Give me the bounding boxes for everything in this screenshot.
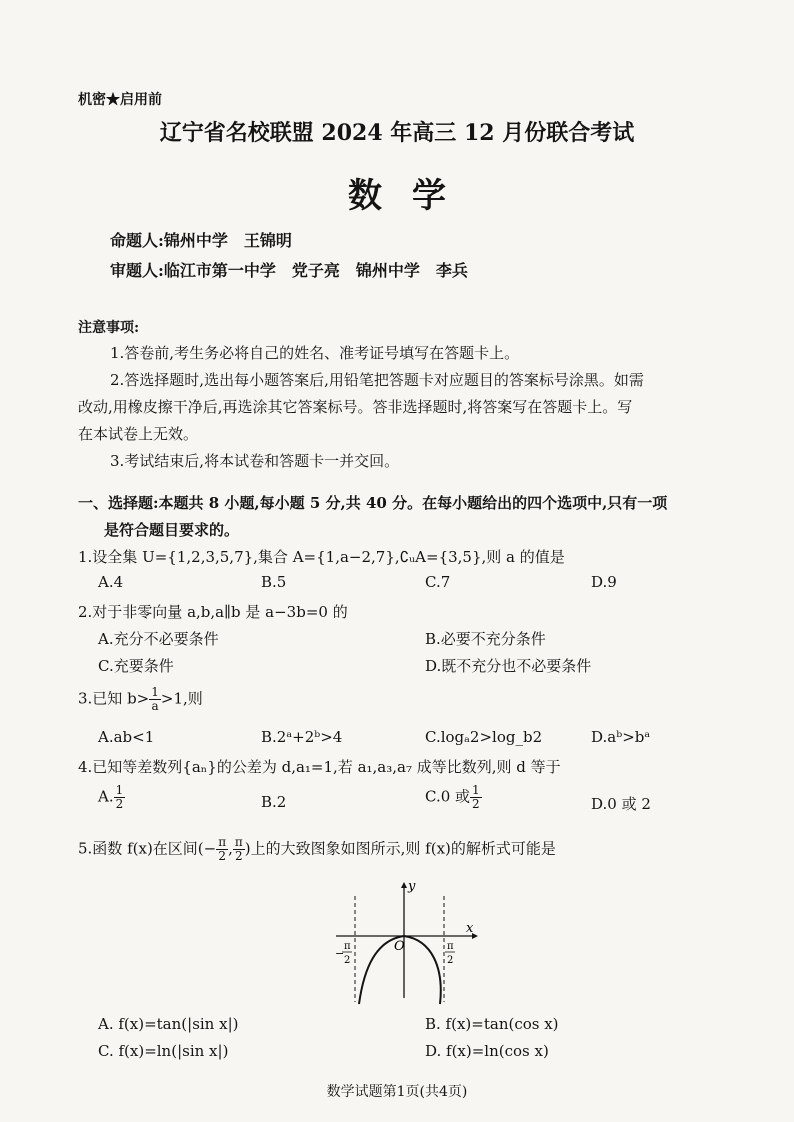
fraction-numerator: π [234,835,243,849]
question-5-option-d: D. f(x)=ln(cos x) [425,1042,549,1060]
question-2-option-d: D.既不充分也不必要条件 [425,657,592,675]
option-a-prefix: A. [98,787,114,806]
fraction-denominator: 2 [235,849,243,863]
question-3-option-a: A.ab<1 [98,728,155,746]
question-5-stem-suffix: )上的大致图象如图所示,则 f(x)的解析式可能是 [244,839,556,858]
question-4-stem: 4.已知等差数列{aₙ}的公差为 d,a₁=1,若 a₁,a₃,a₇ 成等比数列,则 d 等于 [78,758,561,776]
question-2-option-b: B.必要不充分条件 [425,630,546,648]
page-footer: 数学试题第1页(共4页) [326,1084,468,1100]
question-1-option-c: C.7 [425,573,451,591]
question-3-option-d: D.aᵇ>bᵃ [591,728,651,746]
fraction-denominator: a [151,699,159,713]
exam-title: 辽宁省名校联盟 2024 年高三 12 月份联合考试 [159,120,635,146]
y-axis-arrow-icon [401,882,407,888]
question-1-option-b: B.5 [261,573,287,591]
question-2-stem: 2.对于非零向量 a,b,a∥b 是 a−3b=0 的 [78,603,348,621]
question-1-stem: 1.设全集 U={1,2,3,5,7},集合 A={1,a−2,7},∁ᵤA={3,5},则 a 的值是 [78,548,565,566]
right-tick-numerator: π [447,941,454,952]
y-axis-label: y [408,879,416,894]
left-tick-numerator: π [344,941,351,952]
question-3-option-c: C.logₐ2>log_b2 [425,728,543,746]
question-5-stem-prefix: 5.函数 f(x)在区间(− [78,839,217,858]
note-2-line-2: 改动,用橡皮擦干净后,再选涂其它答案标号。答非选择题时,将答案写在答题卡上。写 [78,398,633,416]
question-4-option-c [425,784,482,811]
note-2-line-1: 2.答选择题时,选出每小题答案后,用铅笔把答题卡对应题目的答案标号涂黑。如需 [110,371,644,389]
option-a-fraction [114,784,126,811]
question-3-stem-suffix: >1,则 [160,689,203,708]
subject-title: 数学 [348,176,476,216]
confidential-label: 机密★启用前 [78,92,162,108]
left-tick-sign: − [335,947,345,960]
question-5-function-graph [332,878,482,1008]
question-1-option-d: D.9 [591,573,617,591]
question-1-option-a: A.4 [98,573,124,591]
question-5-option-a: A. f(x)=tan(|sin x|) [98,1015,239,1033]
question-5-stem-comma: , [228,839,233,858]
fraction-numerator: π [218,835,227,849]
question-4-option-d: D.0 或 2 [591,795,651,813]
question-2-option-c: C.充要条件 [98,657,174,675]
option-c-fraction [470,784,482,811]
fraction-denominator: 2 [218,849,226,863]
note-3: 3.考试结束后,将本试卷和答题卡一并交回。 [110,452,400,470]
x-axis-label: x [466,921,474,936]
composer-line: 命题人:锦州中学 王锦明 [110,231,292,250]
origin-label: O [394,939,405,954]
question-2-option-a: A.充分不必要条件 [98,630,219,648]
question-5-option-c: C. f(x)=ln(|sin x|) [98,1042,229,1060]
interval-fraction-right [233,836,245,863]
right-tick-denominator: 2 [447,955,454,966]
left-tick-denominator: 2 [344,955,351,966]
fraction-denominator: 2 [115,797,124,811]
question-3-option-b: B.2ᵃ+2ᵇ>4 [261,728,343,746]
fraction-numerator: 1 [151,685,159,699]
question-4-option-b: B.2 [261,793,287,811]
question-5-stem [78,836,556,863]
fraction-denominator: 2 [472,797,480,811]
fraction-numerator: 1 [115,783,124,797]
reviewer-line: 审题人:临江市第一中学 党子亮 锦州中学 李兵 [110,261,468,280]
question-3-stem [78,686,203,713]
question-3-fraction [149,686,161,713]
section-1-instructions-line-1: 一、选择题:本题共 8 小题,每小题 5 分,共 40 分。在每小题给出的四个选项中,只有一项 [78,494,668,512]
note-2-line-3: 在本试卷上无效。 [78,425,199,443]
question-5-option-b: B. f(x)=tan(cos x) [425,1015,559,1033]
question-4-option-a [98,784,125,811]
section-1-instructions-line-2: 是符合题目要求的。 [104,521,240,539]
interval-fraction-left [216,836,228,863]
question-3-stem-prefix: 3.已知 b> [78,689,150,708]
fraction-numerator: 1 [472,783,480,797]
option-c-prefix: C.0 或 [425,787,471,806]
note-1: 1.答卷前,考生务必将自己的姓名、准考证号填写在答题卡上。 [110,344,520,362]
notes-heading: 注意事项: [78,320,140,336]
